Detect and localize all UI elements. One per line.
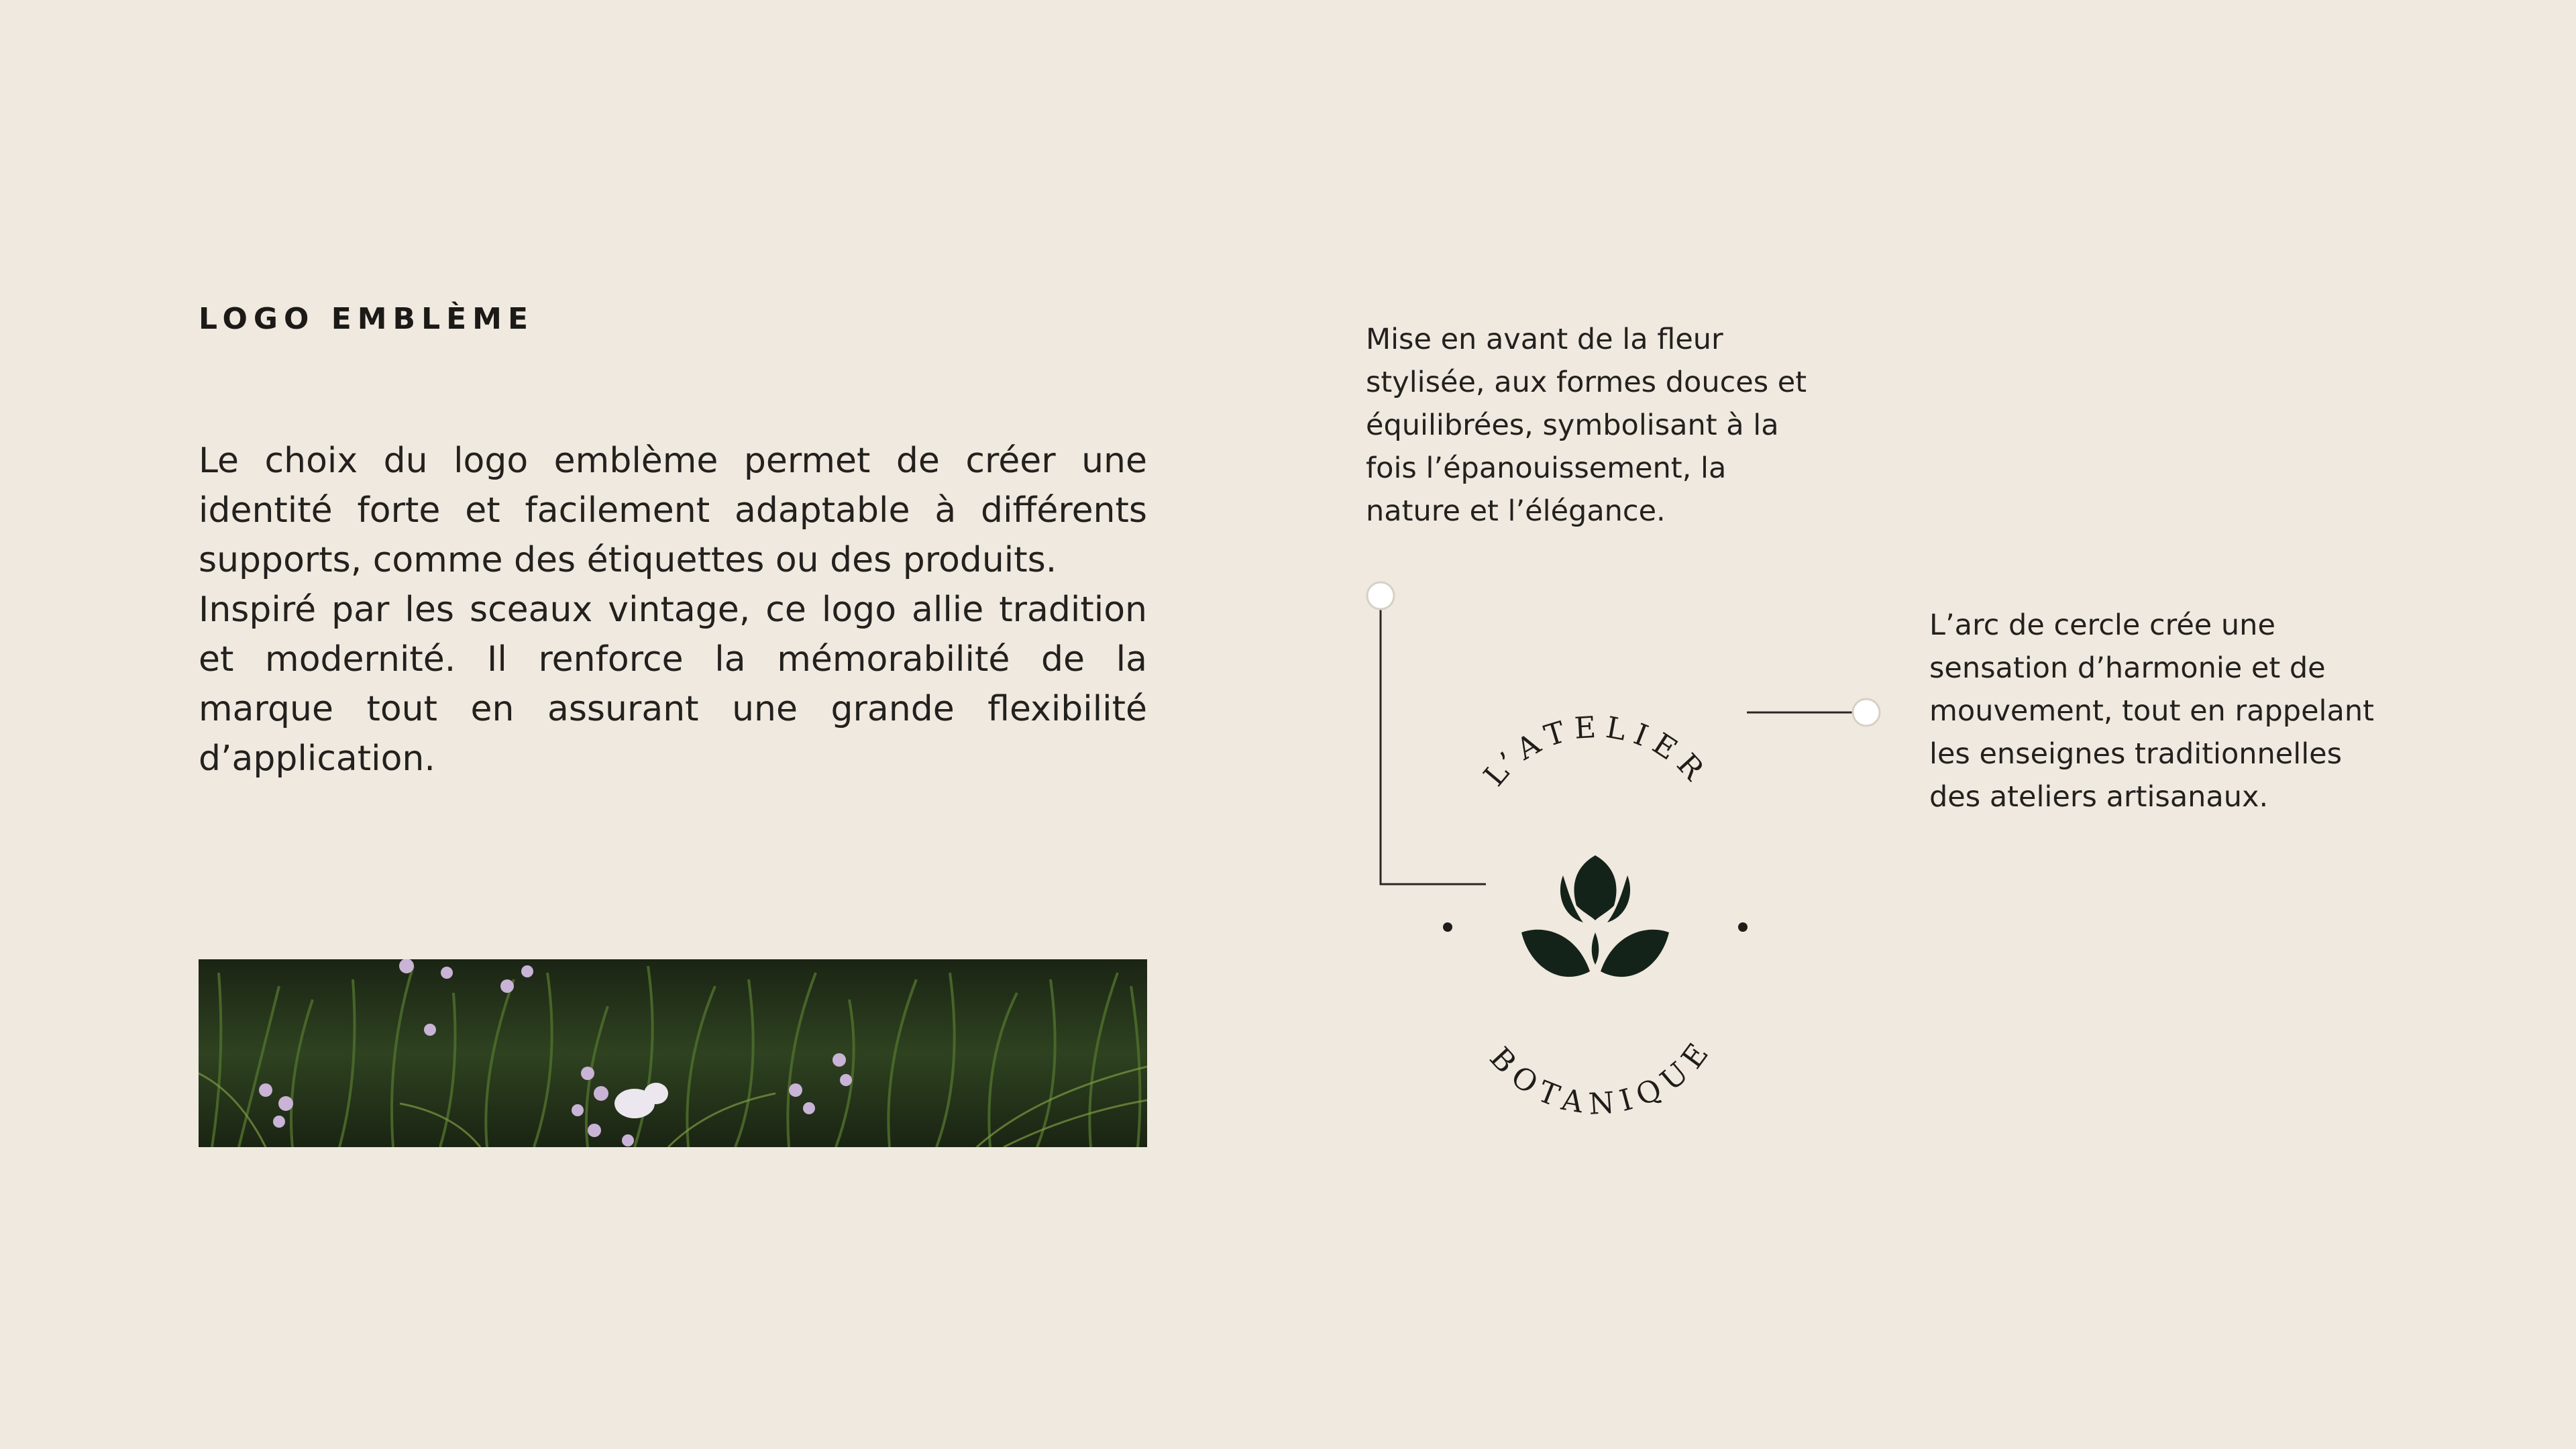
- page-heading: LOGO EMBLÈME: [199, 302, 535, 336]
- circle-marker-icon: [1853, 699, 1880, 726]
- intro-paragraph-2: Inspiré par les sceaux vintage, ce logo allie tradition et modernité. Il renforce la mémorabilité de la marque tout en assurant une grande flexibilité d’application.: [199, 590, 1147, 779]
- intro-text: [199, 436, 1147, 784]
- meadow-photo: [199, 959, 1147, 1147]
- logo-top-text: L’ATELIER: [1477, 711, 1716, 793]
- intro-paragraph-1: Le choix du logo emblème permet de créer une identité forte et facilement adaptable à différents supports, comme des étiquettes ou des produits.: [199, 441, 1147, 580]
- circle-marker-icon: [1367, 582, 1394, 609]
- logo-emblem: [1422, 711, 1771, 1154]
- stylized-tulip-icon: [1521, 855, 1669, 977]
- logo-bottom-text: BOTANIQUE: [1483, 1030, 1721, 1122]
- flower-annotation: Mise en avant de la fleur stylisée, aux formes douces et équilibrées, symbolisant à la fois l’épanouissement, la nature et l’élégance.: [1366, 323, 1807, 528]
- logo-right-dot: [1738, 922, 1748, 932]
- logo-left-dot: [1443, 922, 1452, 932]
- arc-annotation: L’arc de cercle crée une sensation d’harmonie et de mouvement, tout en rappelant les enseignes traditionnelles des ateliers artisanaux.: [1929, 608, 2374, 814]
